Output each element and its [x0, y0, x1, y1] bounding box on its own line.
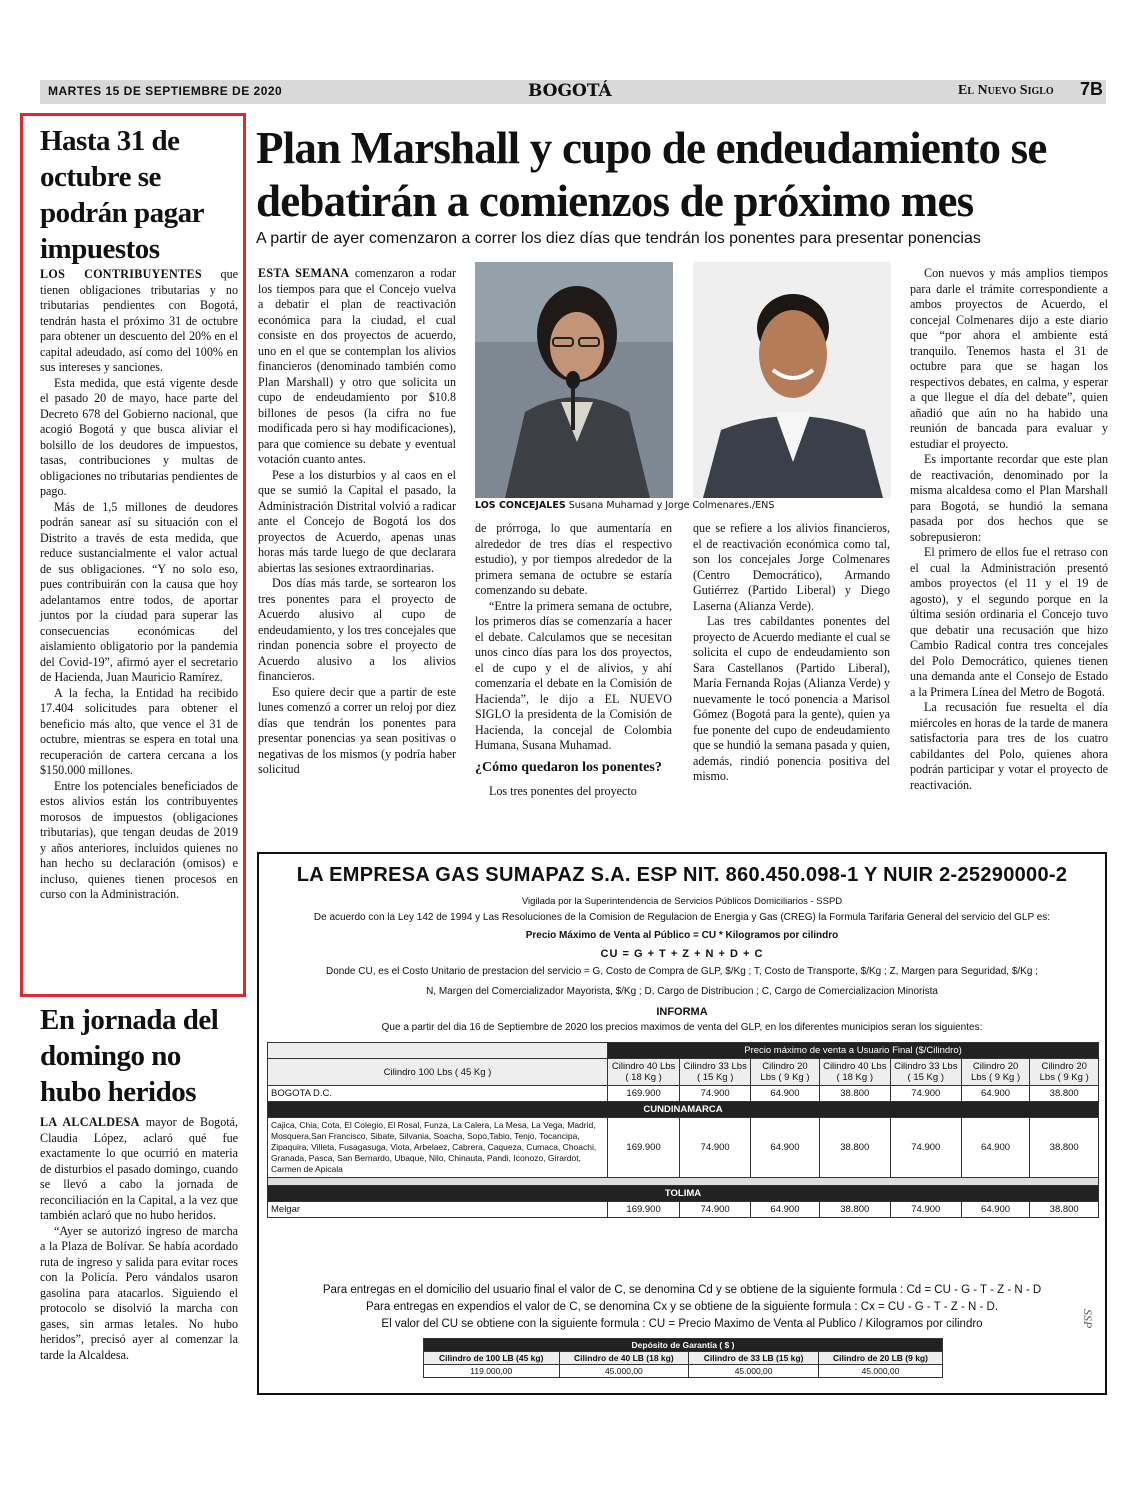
paragraph: Esta medida, que está vigente desde el pasado 20 de mayo, hace parte del Decreto 678 del Gobierno nacional, que acogió Bogotá y que busca aliviar el bolsillo de los deudores de impuestos, tasas, contribuciones y multas de obligaciones no tributarias pendientes de pago. [40, 375, 238, 498]
table-cell: 169.900 [608, 1118, 680, 1178]
notice-intro: De acuerdo con la Ley 142 de 1994 y Las Resoluciones de la Comision de Regulacion de Energia y Gas (CREG) la Formula Tarifaria General del servicio del GLP es: [313, 912, 1051, 923]
col-header: Cilindro de 40 LB (18 kg) [559, 1352, 689, 1365]
table-cell: 74.900 [890, 1202, 961, 1218]
section-name: BOGOTÁ [528, 81, 612, 101]
notice-title: LA EMPRESA GAS SUMAPAZ S.A. ESP NIT. 860.450.098-1 Y NUIR 2-25290000-2 [296, 864, 1068, 886]
col-header: Cilindro de 33 LB (15 kg) [689, 1352, 819, 1365]
table-corner [268, 1043, 608, 1059]
sidebar-story2-title: En jornada del domingo no hubo heridos [40, 1004, 219, 1108]
caption-text: Susana Muhamad y Jorge Colmenares./ENS [565, 500, 775, 511]
notice-informa: INFORMA [656, 1006, 708, 1018]
table-cell: 38.800 [819, 1202, 890, 1218]
table-cell: 169.900 [608, 1202, 680, 1218]
table-cell: 45.000,00 [818, 1365, 942, 1378]
col-header: Cilindro 100 Lbs ( 45 Kg ) [268, 1059, 608, 1086]
table-cell: 64.900 [751, 1118, 820, 1178]
paragraph: que tienen obligaciones tributarias y no tributarias pendientes con Bogotá, tendrán hasta el próximo 31 de octubre para obtener un descuento del 20% en el capital adeudado, así como del 100% en sus intereses y sanciones. [40, 267, 238, 374]
table-cell: 64.900 [961, 1086, 1030, 1102]
paragraph: de prórroga, lo que aumentaría en alrededor de tres días el respectivo estudio), y por tiempos alrededor de la primera semana de octubre se estaría comenzando su debate. [475, 521, 672, 597]
notice-definitions: Donde CU, es el Costo Unitario de prestacion del servicio = G, Costo de Compra de GLP, $/Kg ; T, Costo de Transporte, $/Kg ; Z, Margen para Seguridad, $/Kg ; [326, 966, 1038, 977]
table-row [268, 1202, 1099, 1218]
price-table [267, 1042, 1099, 1218]
row-label: Melgar [268, 1202, 608, 1218]
table-cell: 38.800 [1030, 1086, 1099, 1102]
row-label: Cajica, Chia, Cota, El Colegio, El Rosal, Funza, La Calera, La Mesa, La Vega, Madrid, Mosquera,San Francisco, Sibate, Silvania, Soacha, Sopo,Tabio, Tenjo, Tocancipa, Zipaquira, Villeta, Fusagasuga, Viota, Arbelaez, Cabrera, Caqueza, Cumaca, Choachi, Granada, Pasca, San Bernardo, Ubaque, Nilo, Chinauta, Pandi, Iconozo, Girardot, Carmen de Apicala [268, 1118, 608, 1178]
table-row [268, 1186, 1099, 1202]
gas-price-notice [257, 852, 1107, 1395]
photo-jorge-colmenares [693, 262, 891, 498]
table-cell: 64.900 [961, 1202, 1030, 1218]
main-headline: Plan Marshall y cupo de endeudamiento se debatirán a comienzos de próximo mes [256, 123, 1047, 226]
ssp-logo: SSP [1081, 1309, 1095, 1329]
notice-effective-date: Que a partir del dia 16 de Septiembre de 2020 los precios maximos de venta del GLP, en los diferentes municipios seran los siguientes: [381, 1022, 983, 1033]
table-row [268, 1086, 1099, 1102]
sidebar-story1-title: Hasta 31 de octubre se podrán pagar impuestos [40, 125, 204, 265]
deposit-title: Depósito de Garantía ( $ ) [424, 1339, 943, 1352]
table-spacer [268, 1178, 1099, 1186]
table-cell: 74.900 [680, 1086, 751, 1102]
paragraph: Con nuevos y más amplios tiempos para darle el trámite correspondiente a ambos proyectos de Acuerdo, el concejal Colmenares dijo a este diario que “por ahora el ambiente está tranquilo. Tenemos hasta el 31 de octubre para que se hagan los respectivos debates, en calma, y esperar a que llegue el día del debate”, quien añadió que aún no ha habido una reunión de bancada para evaluar y estudiar el proyecto. [910, 266, 1108, 451]
lead-word: ESTA SEMANA [258, 266, 350, 280]
table-title: Precio máximo de venta a Usuario Final ($/Cilindro) [608, 1043, 1099, 1059]
col-header: Cilindro 33 Lbs ( 15 Kg ) [890, 1059, 961, 1086]
notice-cu-line: El valor del CU se obtiene con la siguiente formula : CU = Precio Maximo de Venta al Publico / Kilogramos por cilindro [381, 1318, 983, 1330]
region-header: TOLIMA [268, 1186, 1099, 1202]
table-row [424, 1339, 943, 1352]
notice-delivery-home: Para entregas en el domicilio del usuario final el valor de C, se denomina Cd y se obtiene de la siguiente formula : Cd = CU - G - T - Z - N - D [322, 1284, 1042, 1296]
col-header: Cilindro 20 Lbs ( 9 Kg ) [1030, 1059, 1099, 1086]
table-row [424, 1365, 943, 1378]
lead-word: LA ALCALDESA [40, 1115, 140, 1129]
row-label: BOGOTA D.C. [268, 1086, 608, 1102]
paragraph: que se refiere a los alivios financieros, el de reactivación económica como tal, son los concejales Jorge Colmenares (Centro Democrático), Armando Gutiérrez (Partido Liberal) y Diego Laserna (Alianza Verde). [693, 521, 890, 613]
photo-caption [475, 500, 895, 511]
table-cell: 74.900 [680, 1202, 751, 1218]
col-header: Cilindro 40 Lbs ( 18 Kg ) [608, 1059, 680, 1086]
table-cell: 119.000,00 [424, 1365, 560, 1378]
col-header: Cilindro de 100 LB (45 kg) [424, 1352, 560, 1365]
lead-word: LOS CONTRIBUYENTES [40, 267, 202, 281]
photo-susana-muhamad [475, 262, 673, 498]
article-column-1 [258, 266, 456, 778]
table-cell: 74.900 [890, 1118, 961, 1178]
paragraph: “Ayer se autorizó ingreso de marcha a la Plaza de Bolívar. Se había acordado ruta de ingreso y salida para evitar roces con la Policía. Pero vándalos usaron gasolina para atacarlos. Siguiendo el protocolo se disolvió la marcha con gases, sin armas letales. No hubo heridos”, precisó ayer al comenzar la tarde la Alcaldesa. [40, 1223, 238, 1362]
table-cell: 64.900 [751, 1202, 820, 1218]
subheading: ¿Cómo quedaron los ponentes? [475, 759, 662, 775]
table-row [268, 1043, 1099, 1059]
col-header: Cilindro 40 Lbs ( 18 Kg ) [819, 1059, 890, 1086]
paragraph: Más de 1,5 millones de deudores podrán sanear así su situación con el Distrito a través de esta medida, que reduce sustancialmente el valor actual de sus obligaciones. “Y no solo eso, pues contribuirán con la causa que hoy adelantamos entre todos, de aportar juntos por la ciudad para superar las consecuencias económicas del aislamiento obligatorio por la pandemia del Covid-19”, afirmó ayer el secretario de Hacienda, Juan Mauricio Ramírez. [40, 499, 238, 684]
notice-cu-formula: CU = G + T + Z + N + D + C [600, 948, 764, 960]
table-cell: 38.800 [819, 1086, 890, 1102]
table-cell: 45.000,00 [689, 1365, 819, 1378]
paragraph: Es importante recordar que este plan de reactivación, denominado por la misma alcaldesa como el Plan Marshall para Bogotá, se hundió la semana pasada por dos hechos que se sobrepusieron: [910, 452, 1108, 544]
table-cell: 169.900 [608, 1086, 680, 1102]
table-cell: 38.800 [1030, 1202, 1099, 1218]
article-column-4 [910, 266, 1108, 793]
paragraph: Eso quiere decir que a partir de este lunes comenzó a correr un reloj por diez días que tendrán los ponentes para presentar ponencias ya sean positivas o negativas de los mismos (y podría haber solicitud [258, 684, 456, 776]
region-header: CUNDINAMARCA [268, 1102, 1099, 1118]
table-row [268, 1178, 1099, 1186]
notice-vigilada: Vigilada por la Superintendencia de Servicios Públicos Domiciliarios - SSPD [521, 896, 843, 907]
caption-lead: LOS CONCEJALES [475, 500, 566, 511]
article-column-2 [475, 521, 672, 799]
paragraph: mayor de Bogotá, Claudia López, aclaró qué fue exactamente lo que ocurrió en materia de disturbios el pasado domingo, cuando se llevó a cabo la jornada de reconciliación en la Capital, a la vez que también aclaró que no hubo heridos. [40, 1115, 239, 1222]
newspaper-name: El Nuevo Siglo [958, 83, 1054, 98]
paragraph: “Entre la primera semana de octubre, los primeros días se comenzaría a hacer el debate. Calculamos que se necesitan unos cinco días para los dos proyectos, el de cupo y el de alivios, y ahí comenzaría el debate en la Comisión de Hacienda”, le dijo a EL NUEVO SIGLO la presidenta de la Comisión de Hacienda, la concejal de Colombia Humana, Susana Muhamad. [475, 598, 672, 752]
table-row [268, 1102, 1099, 1118]
notice-price-formula: Precio Máximo de Venta al Público = CU * Kilogramos por cilindro [525, 930, 839, 941]
sidebar-story2-body [40, 1115, 238, 1363]
table-cell: 74.900 [680, 1118, 751, 1178]
paragraph: Dos días más tarde, se sortearon los tres ponentes para el proyecto de Acuerdo alusivo al cupo de endeudamiento, y los tres concejales que rindan ponencia sobre el proyecto de Acuerdo alusivo a los alivios financieros. [258, 576, 456, 683]
table-cell: 38.800 [1030, 1118, 1099, 1178]
table-row [268, 1118, 1099, 1178]
table-cell: 45.000,00 [559, 1365, 689, 1378]
notice-delivery-outlet: Para entregas en expendios el valor de C, se denomina Cx y se obtiene de la siguiente formula : Cx = CU - G - T - Z - N - D. [365, 1301, 999, 1313]
sidebar-story1-body [40, 267, 238, 903]
paragraph: La recusación fue resuelta el día miércoles en horas de la tarde de manera satisfactoria para tres de los cuatro cabildantes del Polo, quienes ahora podrán participar y votar el proyecto de reactivación. [910, 700, 1108, 792]
table-row [268, 1059, 1099, 1086]
page-number: 7B [1080, 79, 1104, 99]
main-subtitle: A partir de ayer comenzaron a correr los diez días que tendrán los ponentes para presentar ponencias [256, 230, 981, 247]
paragraph: El primero de ellos fue el retraso con el cual la Administración presentó ambos proyectos (el 11 y el 19 de agosto), y el segundo porque en la última sesión ordinaria el Concejo tuvo que debatir una recusación que hizo Cambio Radical contra tres concejales del Polo Democrático, quienes tienen una demanda ante el Consejo de Estado a la Primera Línea del Metro de Bogotá. [910, 545, 1108, 699]
header-date: MARTES 15 DE SEPTIEMBRE DE 2020 [48, 84, 283, 98]
paragraph: Entre los potenciales beneficiados de estos alivios están los contribuyentes morosos de impuestos (obligaciones tributarias), que tengan deudas de 2019 y años anteriores, incluidos quienes no han hecho su declaración (omisos) e incluso, quienes tienen procesos en curso con la Administración. [40, 778, 238, 901]
paragraph: A la fecha, la Entidad ha recibido 17.404 solicitudes para obtener el beneficio más alto, que vence el 31 de octubre, mientras se espera en total una recuperación de cartera cercana a los $150.000 millones. [40, 685, 238, 777]
table-cell: 64.900 [751, 1086, 820, 1102]
col-header: Cilindro 33 Lbs ( 15 Kg ) [680, 1059, 751, 1086]
col-header: Cilindro de 20 LB (9 kg) [818, 1352, 942, 1365]
deposit-table [423, 1338, 943, 1378]
paragraph: Las tres cabildantes ponentes del proyecto de Acuerdo mediante el cual se solicita el cupo de endeudamiento son Sara Castellanos (Partido Liberal), María Fernanda Rojas (Alianza Verde) y nuevamente le tocó ponencia a Marisol Gómez (Bogotá para la gente), quien ya fue ponente del cupo de endeudamiento que se hundió la semana pasada y quien, además, rindió ponencia positiva del mismo. [693, 614, 890, 783]
paragraph: Pese a los disturbios y al caos en el que se sumió la Capital el pasado, la Administración Distrital volvió a radicar ante el Concejo de Bogotá los dos proyectos de Acuerdo, apenas unas horas más tarde luego de que declarara abiertas las sesiones extraordinarias. [258, 467, 456, 575]
article-column-3 [693, 521, 890, 785]
col-header: Cilindro 20 Lbs ( 9 Kg ) [961, 1059, 1030, 1086]
table-row [424, 1352, 943, 1365]
paragraph: Los tres ponentes del proyecto [489, 783, 637, 798]
notice-definitions-2: N, Margen del Comercializador Mayorista, $/Kg ; D, Cargo de Distribucion ; C, Cargo de Comercializacion Minorista [426, 986, 938, 997]
table-cell: 74.900 [890, 1086, 961, 1102]
paragraph: comenzaron a rodar los tiempos para que el Concejo vuelva a debatir el plan de reactivación económica para la ciudad, el cual consiste en dos proyectos de acuerdo, uno en el que se contemplan los alivios financieros (denominado también como Plan Marshall) y otro que solicita un cupo de endeudamiento por $10.8 billones de pesos (la cifra no fue modificada pero si hay modificaciones), para que comience su debate y eventual votación cuanto antes. [258, 266, 456, 466]
col-header: Cilindro 20 Lbs ( 9 Kg ) [751, 1059, 820, 1086]
table-cell: 64.900 [961, 1118, 1030, 1178]
table-cell: 38.800 [819, 1118, 890, 1178]
